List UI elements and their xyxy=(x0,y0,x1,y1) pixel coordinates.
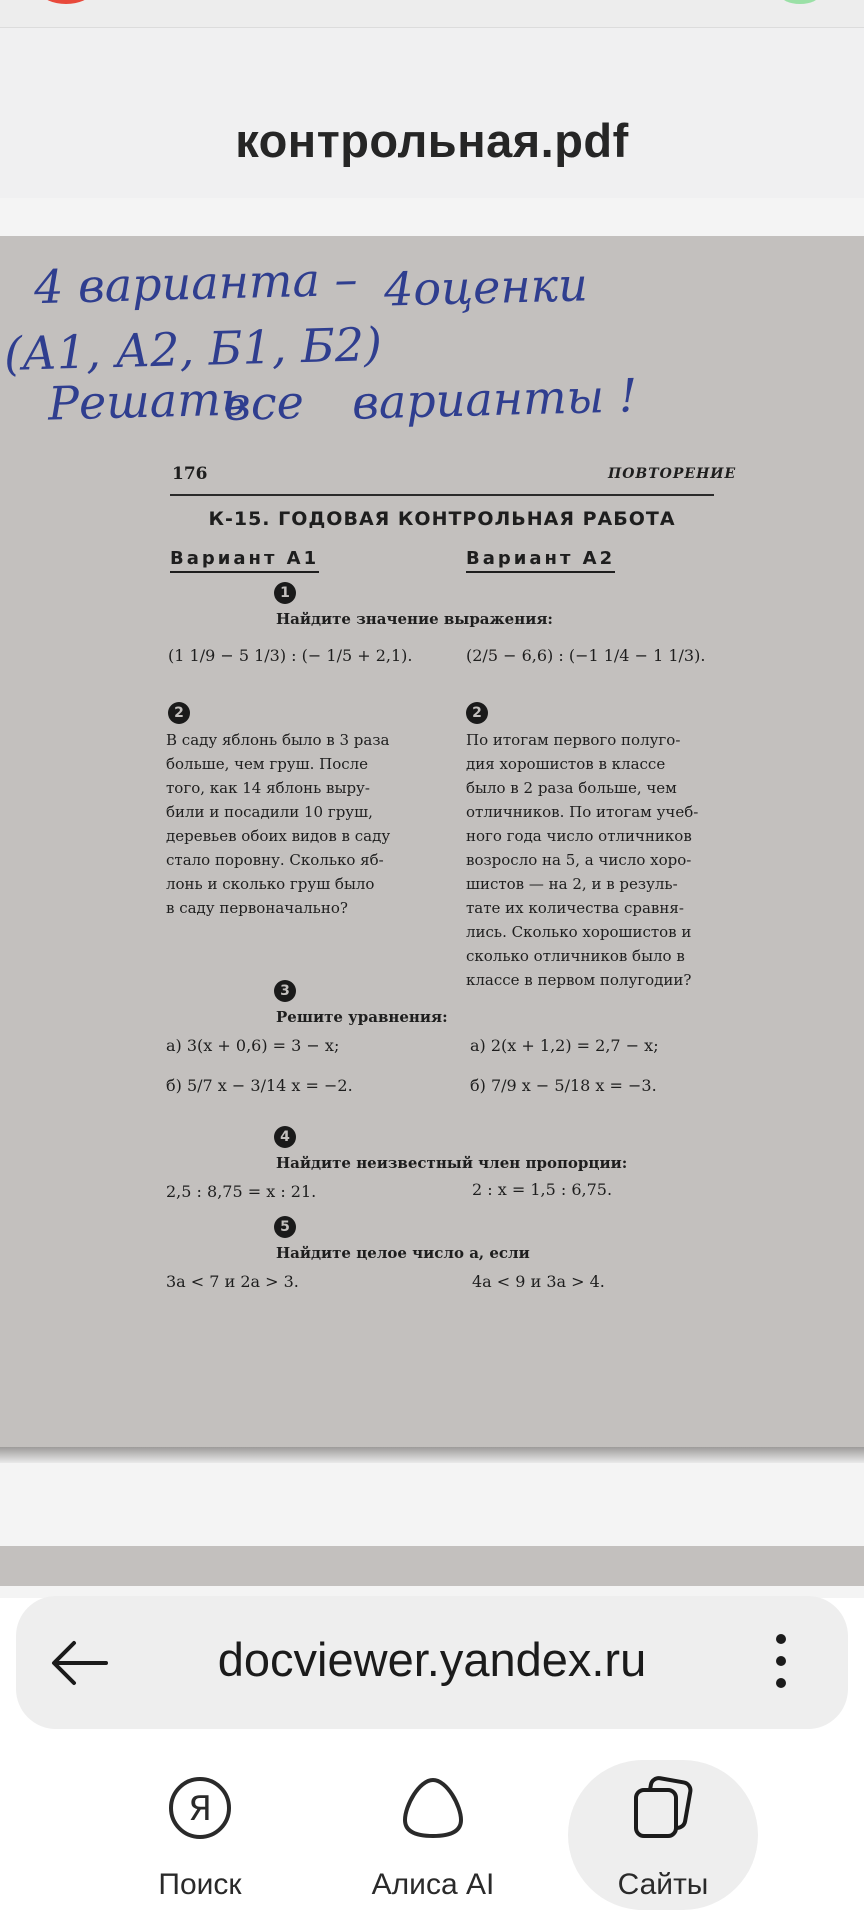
task-2-a2-badge: 2 xyxy=(466,702,488,724)
document-title: контрольная.pdf xyxy=(235,114,629,167)
task-1-a2-expression: (2/5 − 6,6) : (−1 1/4 − 1 1/3). xyxy=(466,646,706,665)
task-2-a1-text: В саду яблонь было в 3 раза больше, чем груш. После того, как 14 яблонь выру- били и посадили 10 груш, деревьев обоих видов в саду стало поровну. Сколько яб- лонь и сколько груш было в саду первоначально? xyxy=(166,731,391,917)
task-3-title: Решите уравнения: xyxy=(276,1008,448,1026)
nav-search[interactable] xyxy=(105,1760,295,1910)
page-heading: К-15. ГОДОВАЯ КОНТРОЛЬНАЯ РАБОТА xyxy=(208,508,676,530)
page-number: 176 xyxy=(172,464,208,484)
variant-a1-heading: Вариант А1 xyxy=(170,548,319,573)
handwritten-note-line3-a: Решать xyxy=(47,371,247,431)
handwritten-note-line1-a: 4 варианта – xyxy=(33,251,359,315)
yandex-search-icon xyxy=(168,1776,232,1840)
task-5-a2: 4a < 9 и 3a > 4. xyxy=(472,1272,605,1291)
task-4-title: Найдите неизвестный член пропорции: xyxy=(276,1154,628,1172)
tabs-icon xyxy=(630,1776,696,1842)
task-3-a1-eq-a: а) 3(x + 0,6) = 3 − x; xyxy=(166,1036,340,1055)
task-1-a1-expression: (1 1/9 − 5 1/3) : (− 1/5 + 2,1). xyxy=(168,646,413,665)
task-3-a2-eq-a: а) 2(x + 1,2) = 2,7 − x; xyxy=(470,1036,659,1055)
variant-a2-heading: Вариант А2 xyxy=(466,548,615,573)
handwritten-note-line1-b: 4оценки xyxy=(383,257,589,317)
task-1-badge: 1 xyxy=(274,582,296,604)
page-shadow xyxy=(0,1447,864,1463)
app-indicator-icon xyxy=(42,0,90,4)
task-1-title: Найдите значение выражения: xyxy=(276,610,553,628)
task-5-badge: 5 xyxy=(274,1216,296,1238)
nav-sites-label: Сайты xyxy=(617,1868,709,1901)
task-5-a1: 3a < 7 и 2a > 3. xyxy=(166,1272,299,1291)
task-2-a2-text: По итогам первого полуго- дия хорошистов в классе было в 2 раза больше, чем отличников. По итогам учеб- ного года число отличников возросло на 5, а число хоро- шистов — на 2, и в резуль- тате их количества сравня- лись. Сколько хорошистов и сколько отличников было в классе в первом полугодии? xyxy=(466,731,699,989)
task-4-badge: 4 xyxy=(274,1126,296,1148)
alice-icon xyxy=(399,1776,467,1840)
task-4-a2: 2 : x = 1,5 : 6,75. xyxy=(472,1180,613,1199)
handwritten-note-line3-c: варианты ! xyxy=(351,368,638,430)
task-3-a2-eq-b: б) 7/9 x − 5/18 x = −3. xyxy=(470,1076,657,1095)
document-header xyxy=(0,28,864,198)
nav-search-label: Поиск xyxy=(158,1868,242,1901)
task-3-badge: 3 xyxy=(274,980,296,1002)
next-page-preview[interactable] xyxy=(0,1546,864,1586)
nav-alice[interactable] xyxy=(338,1760,528,1910)
task-4-a1: 2,5 : 8,75 = x : 21. xyxy=(166,1182,317,1201)
status-bar xyxy=(0,0,864,28)
status-indicator-icon xyxy=(780,0,820,4)
handwritten-note-line2: (А1, А2, Б1, Б2) xyxy=(3,317,383,381)
page-section: ПОВТОРЕНИЕ xyxy=(608,466,737,482)
task-3-a1-eq-b: б) 5/7 x − 3/14 x = −2. xyxy=(166,1076,353,1095)
task-2-a1-badge: 2 xyxy=(168,702,190,724)
more-menu-icon[interactable] xyxy=(770,1634,792,1696)
nav-alice-label: Алиса AI xyxy=(371,1868,495,1901)
nav-sites[interactable] xyxy=(568,1760,758,1910)
handwritten-note-line3-b: все xyxy=(223,374,305,432)
url-text[interactable]: docviewer.yandex.ru xyxy=(217,1633,647,1686)
task-5-title: Найдите целое число a, если xyxy=(276,1244,530,1262)
svg-text:Я: Я xyxy=(188,1789,212,1829)
document-page[interactable] xyxy=(0,236,864,1447)
header-rule xyxy=(170,494,714,496)
